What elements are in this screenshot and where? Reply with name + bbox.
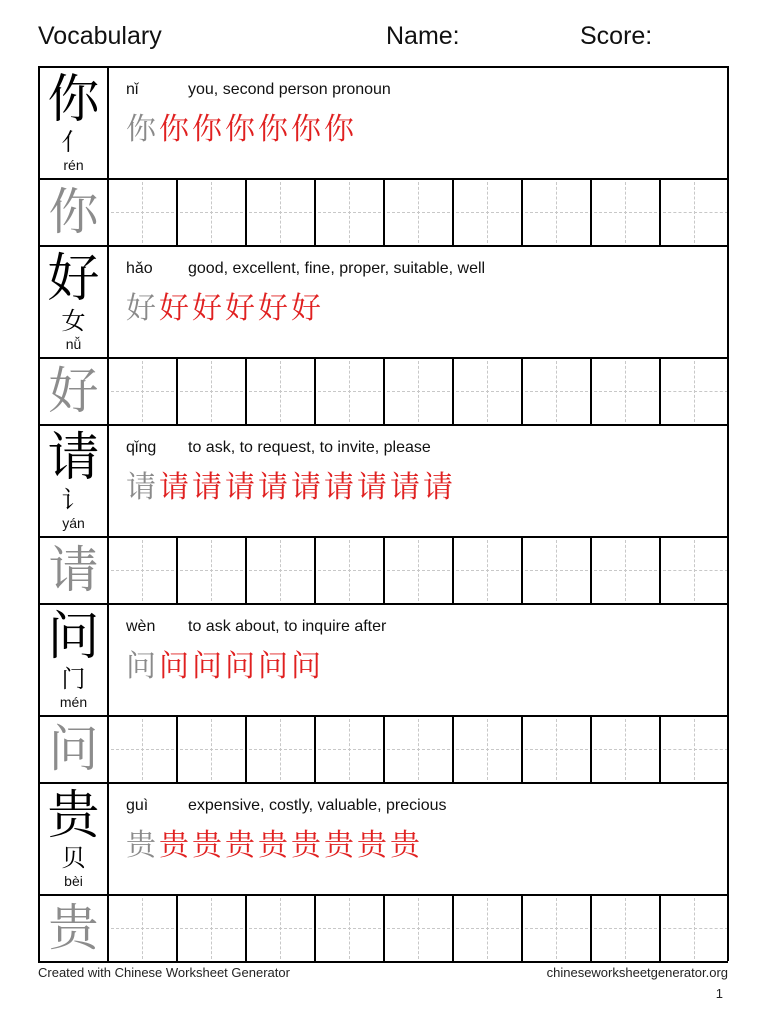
trace-cell xyxy=(40,180,109,245)
stroke-step: 请 xyxy=(258,470,291,505)
stroke-step: 问 xyxy=(192,649,225,684)
stroke-step: 问 xyxy=(126,649,159,684)
practice-cell[interactable] xyxy=(454,538,523,603)
stroke-step: 好 xyxy=(225,291,258,326)
stroke-step: 贵 xyxy=(225,828,258,863)
stroke-step: 好 xyxy=(159,291,192,326)
vocab-character: 贵 xyxy=(47,786,100,846)
definition-line xyxy=(126,80,391,100)
stroke-step: 好 xyxy=(126,291,159,326)
stroke-step: 你 xyxy=(291,112,324,147)
vocab-info-row xyxy=(40,784,728,896)
practice-cell[interactable] xyxy=(109,896,178,961)
practice-row xyxy=(40,717,728,784)
stroke-step: 请 xyxy=(423,470,456,505)
practice-cell[interactable] xyxy=(592,896,661,961)
stroke-step: 你 xyxy=(324,112,357,147)
stroke-step: 你 xyxy=(126,112,159,147)
stroke-step: 贵 xyxy=(357,828,390,863)
sheet-border xyxy=(727,66,729,961)
vocab-block xyxy=(40,605,728,784)
vocab-block xyxy=(40,784,728,963)
practice-cell[interactable] xyxy=(247,896,316,961)
radical: 门 xyxy=(61,665,86,693)
stroke-step: 你 xyxy=(225,112,258,147)
practice-cell[interactable] xyxy=(661,896,730,961)
practice-cell[interactable] xyxy=(109,180,178,245)
character-cell xyxy=(40,605,109,715)
pinyin: nǐ xyxy=(126,81,139,98)
stroke-step: 问 xyxy=(258,649,291,684)
definition: expensive, costly, valuable, precious xyxy=(188,797,447,814)
pinyin: guì xyxy=(126,797,149,814)
trace-cell xyxy=(40,717,109,782)
radical: 女 xyxy=(61,307,86,335)
practice-cell[interactable] xyxy=(385,896,454,961)
name-label: Name: xyxy=(386,22,460,50)
practice-cell[interactable] xyxy=(523,359,592,424)
radical-pinyin: nǚ xyxy=(65,336,82,352)
stroke-step: 问 xyxy=(159,649,192,684)
radical-pinyin: yán xyxy=(62,515,85,531)
vocab-block xyxy=(40,247,728,426)
practice-cell[interactable] xyxy=(523,717,592,782)
worksheet-title: Vocabulary xyxy=(38,22,162,50)
score-label: Score: xyxy=(580,22,653,50)
stroke-step: 问 xyxy=(225,649,258,684)
definition: you, second person pronoun xyxy=(188,81,391,98)
definition-line xyxy=(126,796,447,816)
stroke-order xyxy=(126,289,324,329)
character-cell xyxy=(40,247,109,357)
stroke-step: 贵 xyxy=(291,828,324,863)
stroke-step: 你 xyxy=(192,112,225,147)
trace-character: 贵 xyxy=(48,899,99,957)
stroke-order xyxy=(126,110,357,150)
stroke-step: 你 xyxy=(258,112,291,147)
page-number: 1 xyxy=(715,986,723,1001)
trace-character: 你 xyxy=(48,183,99,241)
footer-credit: Created with Chinese Worksheet Generator xyxy=(38,965,290,980)
stroke-step: 请 xyxy=(225,470,258,505)
trace-character: 好 xyxy=(48,362,99,420)
footer-website: chineseworksheetgenerator.org xyxy=(546,965,728,980)
practice-cell[interactable] xyxy=(247,180,316,245)
practice-cell[interactable] xyxy=(178,180,247,245)
practice-cell[interactable] xyxy=(592,717,661,782)
stroke-step: 请 xyxy=(357,470,390,505)
vocabulary-sheet xyxy=(38,66,728,963)
practice-cell[interactable] xyxy=(178,538,247,603)
stroke-step: 问 xyxy=(291,649,324,684)
practice-cell[interactable] xyxy=(109,359,178,424)
trace-cell xyxy=(40,896,109,961)
stroke-order xyxy=(126,826,423,866)
vocab-info-row xyxy=(40,247,728,359)
practice-cell[interactable] xyxy=(385,717,454,782)
stroke-order xyxy=(126,468,456,508)
radical: 亻 xyxy=(61,128,86,156)
definition-line xyxy=(126,617,386,637)
vocab-block xyxy=(40,426,728,605)
stroke-step: 贵 xyxy=(258,828,291,863)
practice-cell[interactable] xyxy=(523,538,592,603)
definition: to ask, to request, to invite, please xyxy=(188,439,431,456)
vocab-character: 你 xyxy=(47,70,100,130)
practice-cell[interactable] xyxy=(316,896,385,961)
radical-pinyin: rén xyxy=(63,157,84,173)
practice-cell[interactable] xyxy=(592,359,661,424)
pinyin: wèn xyxy=(126,618,156,635)
practice-cell[interactable] xyxy=(247,359,316,424)
vocab-character: 请 xyxy=(47,428,100,488)
stroke-step: 好 xyxy=(291,291,324,326)
practice-cell[interactable] xyxy=(661,538,730,603)
stroke-order xyxy=(126,647,324,687)
practice-cell[interactable] xyxy=(592,180,661,245)
trace-character: 问 xyxy=(48,720,99,778)
practice-cell[interactable] xyxy=(661,180,730,245)
character-cell xyxy=(40,784,109,894)
practice-cell[interactable] xyxy=(592,538,661,603)
definition: good, excellent, fine, proper, suitable, well xyxy=(188,260,486,277)
practice-cell[interactable] xyxy=(385,538,454,603)
stroke-step: 贵 xyxy=(390,828,423,863)
vocab-character: 问 xyxy=(47,607,100,667)
practice-cell[interactable] xyxy=(661,717,730,782)
vocab-info-row xyxy=(40,605,728,717)
practice-cell[interactable] xyxy=(454,896,523,961)
radical: 讠 xyxy=(61,486,86,514)
practice-cell[interactable] xyxy=(178,359,247,424)
stroke-step: 请 xyxy=(126,470,159,505)
practice-cell[interactable] xyxy=(523,896,592,961)
practice-cell[interactable] xyxy=(109,717,178,782)
practice-row xyxy=(40,896,728,963)
practice-cell[interactable] xyxy=(385,180,454,245)
definition-line xyxy=(126,259,485,279)
radical: 贝 xyxy=(61,844,86,872)
stroke-step: 你 xyxy=(159,112,192,147)
trace-cell xyxy=(40,359,109,424)
practice-cell[interactable] xyxy=(661,359,730,424)
stroke-step: 请 xyxy=(324,470,357,505)
character-cell xyxy=(40,68,109,178)
practice-cell[interactable] xyxy=(247,717,316,782)
stroke-step: 好 xyxy=(192,291,225,326)
stroke-step: 好 xyxy=(258,291,291,326)
practice-cell[interactable] xyxy=(385,359,454,424)
practice-cell[interactable] xyxy=(454,717,523,782)
practice-row xyxy=(40,359,728,426)
stroke-step: 请 xyxy=(390,470,423,505)
practice-cell[interactable] xyxy=(316,359,385,424)
stroke-step: 请 xyxy=(159,470,192,505)
practice-cell[interactable] xyxy=(523,180,592,245)
practice-cell[interactable] xyxy=(178,717,247,782)
practice-cell[interactable] xyxy=(454,180,523,245)
radical-pinyin: bèi xyxy=(64,873,83,889)
vocab-info-row xyxy=(40,68,728,180)
vocab-info-row xyxy=(40,426,728,538)
practice-cell[interactable] xyxy=(247,538,316,603)
trace-character: 请 xyxy=(48,541,99,599)
stroke-step: 贵 xyxy=(159,828,192,863)
character-cell xyxy=(40,426,109,536)
pinyin: qǐng xyxy=(126,439,157,456)
stroke-step: 贵 xyxy=(126,828,159,863)
definition-line xyxy=(126,438,431,458)
practice-cell[interactable] xyxy=(178,896,247,961)
stroke-step: 请 xyxy=(192,470,225,505)
vocab-character: 好 xyxy=(47,249,100,309)
practice-row xyxy=(40,538,728,605)
definition: to ask about, to inquire after xyxy=(188,618,387,635)
radical-pinyin: mén xyxy=(59,694,88,710)
stroke-step: 请 xyxy=(291,470,324,505)
practice-cell[interactable] xyxy=(109,538,178,603)
practice-row xyxy=(40,180,728,247)
stroke-step: 贵 xyxy=(324,828,357,863)
practice-cell[interactable] xyxy=(316,180,385,245)
stroke-step: 贵 xyxy=(192,828,225,863)
vocab-block xyxy=(40,68,728,247)
practice-cell[interactable] xyxy=(454,359,523,424)
worksheet-header xyxy=(38,22,728,58)
pinyin: hǎo xyxy=(126,260,153,277)
practice-cell[interactable] xyxy=(316,717,385,782)
practice-cell[interactable] xyxy=(316,538,385,603)
trace-cell xyxy=(40,538,109,603)
